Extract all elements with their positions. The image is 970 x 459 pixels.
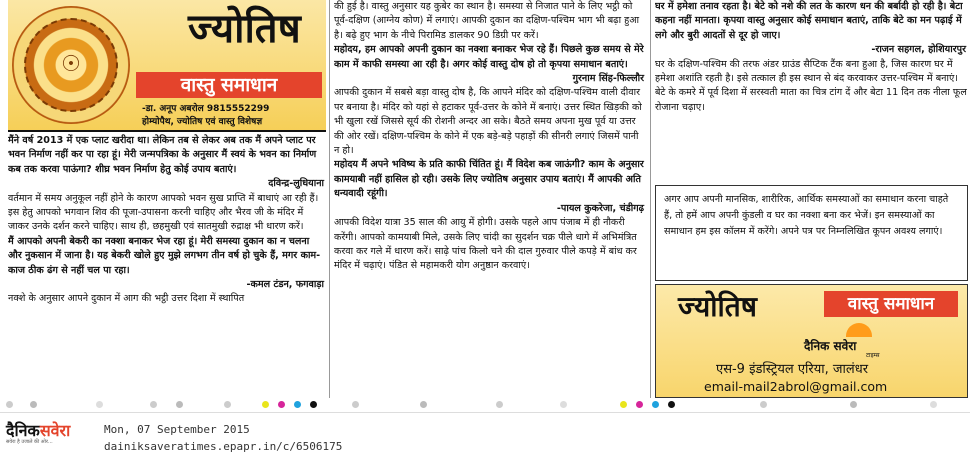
registration-dot [620,401,627,408]
registration-dot [496,401,503,408]
question-text: मैंने वर्ष 2013 में एक प्लाट खरीदा था। लेकिन तब से लेकर अब तक मैं अपने प्लाट पर भवन निर्माण नहीं कर पा रहा हूं। मेरी जन्मपत्रिका के अनुसार मैं स्वयं के भवन का निर्माण कब तक करवा पाऊंगा? शीघ्र भवन निर्माण हेतु कोई उपाय बताएं। [8,135,317,175]
registration-dot [636,401,643,408]
question-text: घर में हमेशा तनाव रहता है। बेटे को नशे की लत के कारण धन की बर्बादी हो रही है। बेटा कहना नहीं मानता। कृपया वास्तु अनुसार कोई समाधान बताएं, ताकि बेटे का मन पढ़ाई में लगे और बुरी आदतों से दूर हो जाए। [655,1,963,41]
coupon-email: email-mail2abrol@gmail.com [704,379,888,394]
coupon-paper-name: दैनिक सवेरा [804,339,857,353]
newspaper-logo[interactable] [6,419,98,453]
coupon-subtitle-band: वास्तु समाधान [824,291,958,317]
answer-text: की हुई है। वास्तु अनुसार यह कुबेर का स्थान है। समस्या से निजात पाने के लिए भट्ठी को पूर्व-दक्षिण (आग्नेय कोण) में लगाएं। आपकी दुकान का दक्षिण-पश्चिम भाग भी बढ़ा हुआ है। बढ़े हुए भाग के नीचे पिरामिड डालकर 90 डिग्री पर करें। [334,1,640,41]
question-block-4 [334,158,646,273]
column-3 [655,0,968,182]
registration-dot [420,401,427,408]
registration-dot [262,401,269,408]
author-role: होम्योपैथ, ज्योतिष एवं वास्तु विशेषज्ञ [142,117,263,127]
edition-date: Mon, 07 September 2015 [104,423,250,436]
coupon-paper-times: टाइम्स [866,352,880,359]
logo-tagline: सवेरा है उजाले की ओर... [6,439,53,445]
logo-dainik: दैनिक [6,421,40,440]
column-header [8,0,326,132]
rising-sun-icon [846,323,872,337]
registration-dot [850,401,857,408]
print-registration-dots [0,398,970,410]
registration-dot [6,401,13,408]
answer-text: घर के दक्षिण-पश्चिम की तरफ अंडर ग्राउंड सैप्टिक टैंक बना हुआ है, जिस कारण घर में हमेशा अशांति रहती है। इसे तत्काल ही इस स्थान से बंद करवाकर उत्तर-पश्चिम में बनाएं। बेटे के कमरे में पूर्व दिशा में सरस्वती माता का चित्र टांग दें और बेटा 11 दिन तक नीला फूल रोजाना चढ़ाए। [655,58,967,113]
registration-dot [760,401,767,408]
answer-text: आपकी दुकान में सबसे बड़ा वास्तु दोष है, कि आपने मंदिर को दक्षिण-पश्चिम वाली दीवार पर बनाया है। मंदिर को यहां से हटाकर पूर्व-उत्तर के कोने में बनाएं। उत्तर स्थित खिड़की को भी खुला रखें जिससे सूर्य की रोशनी अन्दर आ सके। बैठते समय अपना मुख पूर्व या उत्तर की ओर रखें। दक्षिण-पश्चिम के कोने में एक बड़े-बड़े पहाड़ों की सीनरी लगाएं जिसमें पानी न हो। [334,87,642,157]
coupon-address: एस-9 इंडस्ट्रियल एरिया, जालंधर [716,362,869,377]
column-1 [8,0,326,398]
sun-symbol-icon: ☉ [61,51,81,77]
column-subtitle-band: वास्तु समाधान [136,72,322,98]
column-2 [334,0,646,398]
submission-info-box [655,185,968,281]
answer-text: वर्तमान में समय अनुकूल नहीं होने के कारण आपको भवन सुख प्राप्ति में बाधाएं आ रही हैं। इस हेतु आपको भगवान शिव की पूजा-उपासना करनी चाहिए और भैरव जी के मंदिर में जाकर उनके दर्शन करने चाहिए। साथ ही, छहमुखी एवं सातमुखी रुद्राक्ष भी धारण करें। [8,192,319,233]
question-block-1 [8,132,326,235]
registration-dot [96,401,103,408]
registration-dot [294,401,301,408]
column-title: ज्योतिष [188,5,301,52]
epaper-footer [0,412,970,459]
answer-text: आपकी विदेश यात्रा 35 साल की आयु में होगी। उसके पहले आप पंजाब में ही नौकरी करेंगी। आपको कामयाबी मिले, उसके लिए चांदी का सुदर्शन चक्र पीले धागे में अभिमंत्रित करवा कर गले में धारण करें। साढ़े पांच किलो चने की दाल गुरुवार पीले कपड़े में बांध कर मंदिर में चढ़ाएं। पंडित से महामकरी योग अनुष्ठान करवाएं। [334,217,637,272]
question-text: महोदय, हम आपको अपनी दुकान का नक्शा बनाकर भेज रहे हैं। पिछले कुछ समय से मेरे काम में काफी समस्या आ रही है। अगर कोई वास्तु दोष हो तो कृपया समाधान बताएं। [334,44,644,70]
registration-dot [224,401,231,408]
zodiac-wheel-icon [12,6,130,124]
question-signature: -राजन सहगल, होशियारपुर [871,44,966,56]
question-text: मैं आपको अपनी बेकरी का नक्शा बनाकर भेज रहा हूं। मेरी समस्या दुकान का न चलना और नुकसान में जाना है। यह बेकरी खोले हुए मुझे लगभग तीन वर्ष हो चुके हैं, मगर काम-काज ठीक ढंग से नहीं चल पा रहा। [8,235,321,276]
registration-dot [278,401,285,408]
column-divider [329,0,330,398]
question-signature: -कमल टंडन, फगवाड़ा [246,279,324,291]
column-divider [650,0,651,398]
registration-dot [352,401,359,408]
submission-info-text: अगर आप अपनी मानसिक, शारीरिक, आर्थिक समस्याओं का समाधान करना चाहते हैं, तो हमें आप अपनी कुंडली व घर का नक्शा बना कर भेजें। इन समस्याओं का समाधान हम इस कॉलम में करेंगे। अपने पत्र पर निम्नलिखित कूपन अवश्य लगाएं। [664,194,949,237]
registration-dot [930,401,937,408]
question-block-2 [8,235,326,307]
question-block-5 [655,0,968,115]
logo-savera: सवेरा [39,421,71,440]
question-text: महोदय मैं अपने भविष्य के प्रति काफी चिंतित हूं। मैं विदेश कब जाऊंगी? काम के अनुसार कामयाबी नहीं हासिल हो रही। उसके लिए ज्योतिष अनुसार उपाय बताएं। मैं आपकी अति धन्यवादी रहूंगी। [334,159,644,200]
clip-url-link[interactable]: dainiksaveratimes.epapr.in/c/6506175 [104,440,343,453]
registration-dot [150,401,157,408]
answer-text: नक्शे के अनुसार आपने दुकान में आग की भट्ठी उत्तर दिशा में स्थापित [8,293,245,305]
coupon-advert [655,284,968,398]
question-signature: गुरनाम सिंह-फिल्लौर [572,73,644,85]
question-block-3 [334,43,646,158]
question-signature: दविन्द्र-लुधियाना [268,178,324,190]
question-signature: -पायल कुकरेजा, चंडीगढ़ [556,202,644,214]
registration-dot [310,401,317,408]
registration-dot [560,401,567,408]
registration-dot [30,401,37,408]
registration-dot [176,401,183,408]
registration-dot [652,401,659,408]
registration-dot [668,401,675,408]
author-line: -डा. अनूप अबरोल 9815552299 [142,104,270,114]
coupon-title: ज्योतिष [678,290,757,323]
